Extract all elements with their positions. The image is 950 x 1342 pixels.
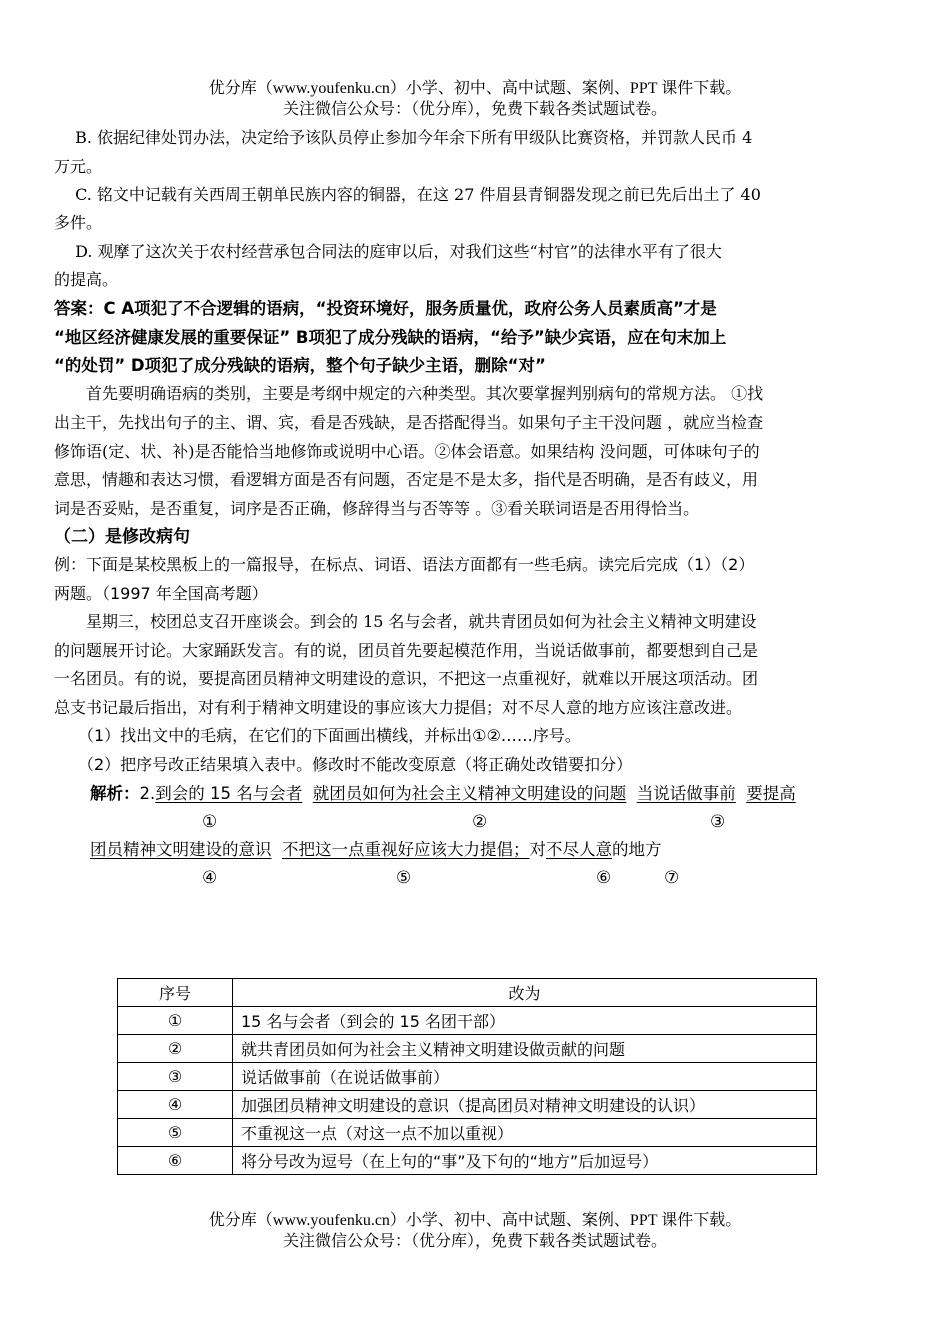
error-segment-7: 不尽人意 [546,840,612,859]
option-b-line-1: B. 依据纪律处罚办法，决定给予该队员停止参加今年余下所有甲级队比赛资格，并罚款人民币 4 [54,128,753,147]
analysis-line-1 [90,782,796,806]
passage-line-4: 总支书记最后指出，对有利于精神文明建设的事应该大力提倡；对不尽人意的地方应该注意改进。 [54,698,743,717]
row-index: ② [118,1035,233,1063]
error-segment-4-end: 团员精神文明建设的意识 [90,840,272,859]
error-marker-3: ③ [710,812,726,832]
table-row [118,1091,817,1119]
header-correction: 改为 [233,979,817,1007]
task-1: （1）找出文中的毛病，在它们的下面画出横线，并标出①②……序号。 [54,726,581,745]
row-correction: 15 名与会者（到会的 15 名团干部） [233,1007,817,1035]
correction-table [117,978,817,1175]
method-line-4: 意思，情趣和表达习惯，看逻辑方面是否有问题，否定是不是太多，指代是否明确，是否有歧义，用 [54,470,759,489]
option-c-line-1: C. 铭文中记载有关西周王朝单民族内容的铜器，在这 27 件眉县青铜器发现之前已先后出土了 40 [54,185,761,204]
row-correction: 将分号改为逗号（在上句的“事”及下句的“地方”后加逗号） [233,1147,817,1175]
error-marker-4: ④ [202,868,218,888]
error-marker-1: ① [202,812,218,832]
method-line-3: 修饰语(定、状、补)是否能恰当地修饰或说明中心语。②体会语意。如果结构 没问题，可体味句子的 [54,442,760,461]
row-correction: 说话做事前（在说话做事前） [233,1063,817,1091]
error-marker-6: ⑥ [596,868,612,888]
table-row [118,1119,817,1147]
method-line-5: 词是否妥贴，是否重复，词序是否正确，修辞得当与否等等 。③看关联词语是否用得恰当。 [54,499,700,518]
page-header-line-1: 优分库（www.youfenku.cn）小学、初中、高中试题、案例、PPT 课件下载。 [208,80,742,97]
answer-line-1: 答案：C A项犯了不合逻辑的语病，“投资环境好，服务质量优，政府公务人员素质高”才是 [54,299,717,318]
error-segment-1: 到会的 15 名与会者 [155,784,303,803]
row-index: ⑥ [118,1147,233,1175]
analysis-label: 解析： [90,784,140,803]
table-row [118,1063,817,1091]
row-index: ① [118,1007,233,1035]
section-heading: （二）是修改病句 [54,527,190,547]
error-segment-2: 就团员如何为社会主义精神文明建设的问题 [312,784,627,803]
row-correction: 不重视这一点（对这一点不加以重视） [233,1119,817,1147]
answer-line-3: “的处罚” D项犯了成分残缺的语病，整个句子缺少主语，删除“对” [54,356,546,375]
method-line-1: 首先要明确语病的类别，主要是考纲中规定的六种类型。其次要掌握判别病句的常规方法。 ①找 [54,384,764,403]
row-index: ③ [118,1063,233,1091]
passage-line-2: 的问题展开讨论。大家踊跃发言。有的说，团员首先要起模范作用，当说话做事前，都要想到自己是 [54,641,759,660]
error-marker-5: ⑤ [396,868,412,888]
error-segment-7-suffix: 的地方 [612,840,662,859]
row-index: ④ [118,1091,233,1119]
error-segment-5: 不把这一点重视好应该大力提倡； [282,840,530,859]
error-marker-7: ⑦ [664,868,680,888]
row-correction: 就共青团员如何为社会主义精神文明建设做贡献的问题 [233,1035,817,1063]
table-header-row [118,979,817,1007]
error-marker-2: ② [472,812,488,832]
example-line-1: 例：下面是某校黑板上的一篇报导，在标点、词语、语法方面都有一些毛病。读完后完成（1）（2） [54,555,755,574]
row-correction: 加强团员精神文明建设的意识（提高团员对精神文明建设的认识） [233,1091,817,1119]
passage-line-3: 一名团员。有的说，要提高团员精神文明建设的意识，不把这一点重视好，就难以开展这项活动。团 [54,669,759,688]
page-header-line-2: 关注微信公众号：（优分库），免费下载各类试题试卷。 [282,101,667,118]
option-d-line-1: D. 观摩了这次关于农村经营承包合同法的庭审以后，对我们这些“村官”的法律水平有了很大 [54,242,722,261]
error-segment-7-prefix: 对 [529,840,546,859]
analysis-line-2 [90,838,662,862]
page-footer-line-1: 优分库（www.youfenku.cn）小学、初中、高中试题、案例、PPT 课件下载。 [208,1212,742,1229]
task-2: （2）把序号改正结果填入表中。修改时不能改变原意（将正确处改错要扣分） [54,755,633,774]
option-c-line-2: 多件。 [54,213,103,232]
table-row [118,1007,817,1035]
passage-line-1: 星期三，校团总支召开座谈会。到会的 15 名与会者，就共青团员如何为社会主义精神文明建设 [54,612,757,631]
error-segment-4-start: 要提高 [746,784,796,803]
option-d-line-2: 的提高。 [54,270,119,289]
answer-line-2: “地区经济健康发展的重要保证” B项犯了成分残缺的语病，“给予”缺少宾语，应在句末加上 [54,328,727,347]
table-row [118,1147,817,1175]
page-footer-line-2: 关注微信公众号：（优分库），免费下载各类试题试卷。 [282,1233,667,1250]
table-row [118,1035,817,1063]
header-index: 序号 [118,979,233,1007]
example-line-2: 两题。（1997 年全国高考题） [54,584,268,603]
error-segment-3: 当说话做事前 [636,784,736,803]
option-b-line-2: 万元。 [54,157,103,176]
analysis-prefix: 2. [139,784,156,803]
method-line-2: 出主干，先找出句子的主、谓、宾，看是否残缺，是否搭配得当。如果句子主干没问题 ，就应当检查 [54,413,764,432]
row-index: ⑤ [118,1119,233,1147]
